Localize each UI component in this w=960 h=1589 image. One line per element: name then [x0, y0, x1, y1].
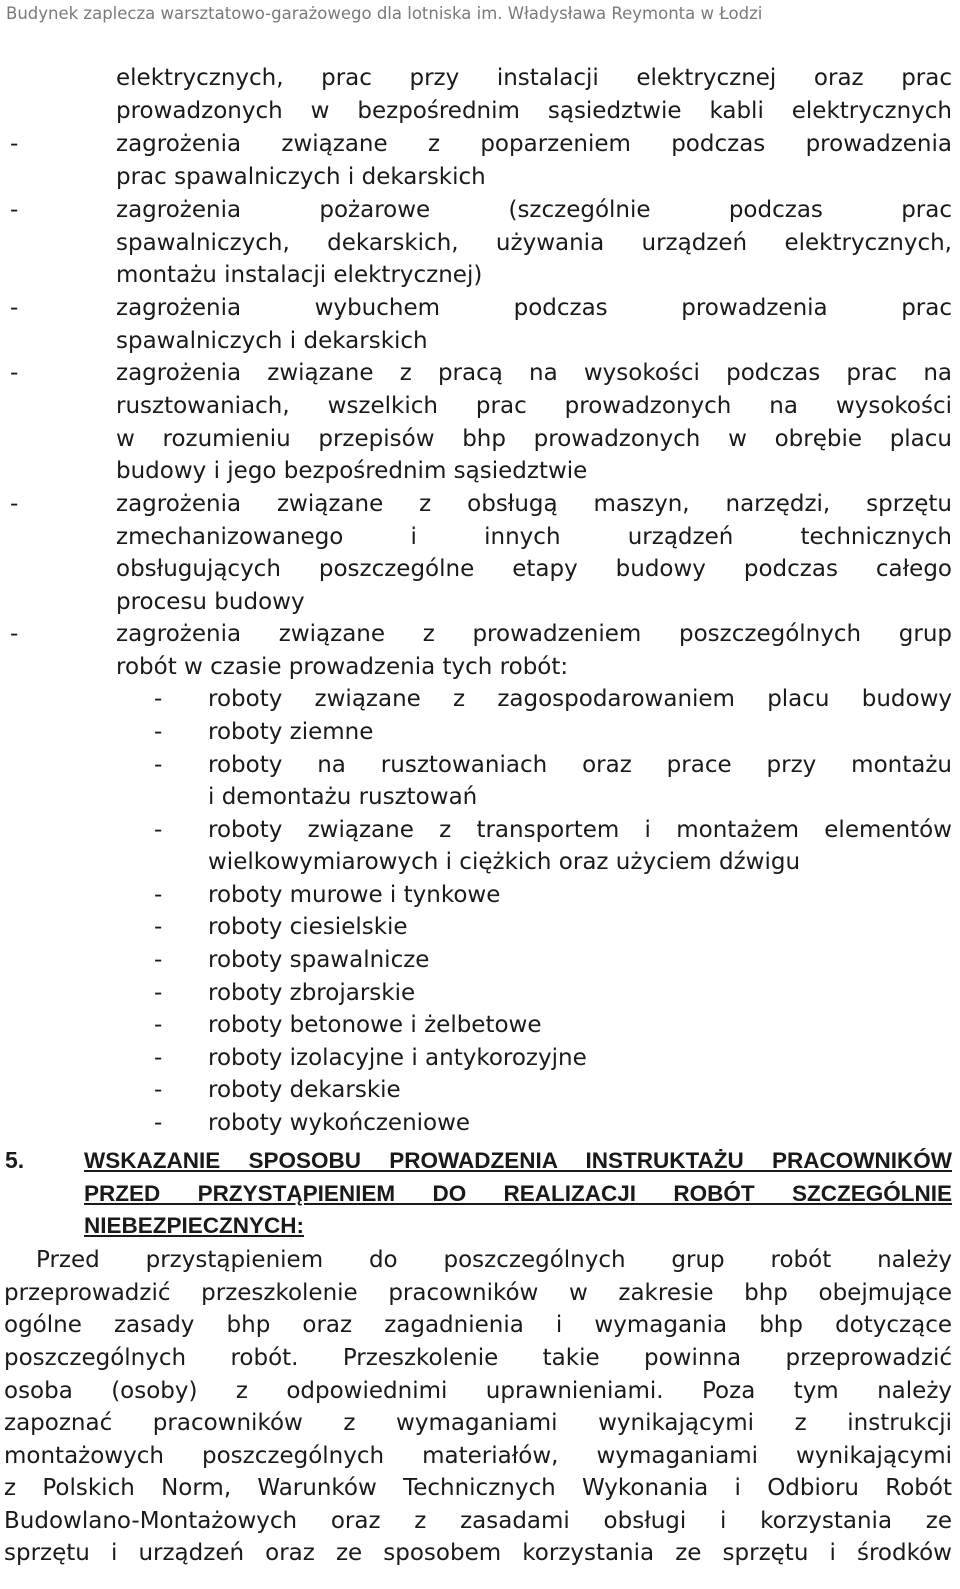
hazard-line: zagrożenia związane z obsługą maszyn, narzędzi, sprzętu [116, 491, 952, 517]
section-heading-line: PRZED PRZYSTĄPIENIEM DO REALIZACJI ROBÓT SZCZEGÓLNIE [84, 1181, 952, 1206]
work-dash: - [154, 914, 163, 940]
hazard-dash: - [10, 295, 19, 321]
hazard-dash: - [10, 621, 19, 647]
work-item: roboty zbrojarskie [208, 980, 416, 1006]
hazard-line: robót w czasie prowadzenia tych robót: [116, 654, 569, 680]
body-line: sprzętu i urządzeń oraz ze sposobem korzystania ze sprzętu i środków [4, 1540, 952, 1566]
work-item: wielkowymiarowych i ciężkich oraz użyciem dźwigu [208, 849, 801, 875]
hazard-line: elektrycznych, prac przy instalacji elektrycznej oraz prac [116, 65, 952, 91]
body-line: poszczególnych robót. Przeszkolenie takie powinna przeprowadzić [4, 1345, 952, 1371]
work-dash: - [154, 947, 163, 973]
work-dash: - [154, 1110, 163, 1136]
hazard-line: prowadzonych w bezpośrednim sąsiedztwie kabli elektrycznych [116, 98, 952, 124]
work-dash: - [154, 719, 163, 745]
hazard-line: obsługujących poszczególne etapy budowy podczas całego [116, 556, 952, 582]
work-dash: - [154, 686, 163, 712]
body-line: zapoznać pracowników z wymaganiami wynikającymi z instrukcji [4, 1410, 952, 1436]
work-dash: - [154, 1077, 163, 1103]
hazard-line: zmechanizowanego i innych urządzeń technicznych [116, 524, 952, 550]
section-heading-line: WSKAZANIE SPOSOBU PROWADZENIA INSTRUKTAŻU PRACOWNIKÓW [84, 1148, 952, 1173]
work-dash: - [154, 1012, 163, 1038]
hazard-line: spawalniczych i dekarskich [116, 328, 428, 354]
work-item: roboty murowe i tynkowe [208, 882, 501, 908]
work-dash: - [154, 1045, 163, 1071]
body-line: z Polskich Norm, Warunków Technicznych Wykonania i Odbioru Robót [4, 1475, 952, 1501]
work-item: roboty betonowe i żelbetowe [208, 1012, 542, 1038]
work-item: roboty na rusztowaniach oraz prace przy montażu [208, 752, 952, 778]
work-item: roboty dekarskie [208, 1077, 401, 1103]
body-line: osoba (osoby) z odpowiednimi uprawnieniami. Poza tym należy [4, 1378, 952, 1404]
work-dash: - [154, 882, 163, 908]
hazard-line: rusztowaniach, wszelkich prac prowadzonych na wysokości [116, 393, 952, 419]
work-item: roboty izolacyjne i antykorozyjne [208, 1045, 587, 1071]
body-line: Przed przystąpieniem do poszczególnych grup robót należy [36, 1247, 952, 1273]
hazard-line: prac spawalniczych i dekarskich [116, 164, 486, 190]
hazard-line: zagrożenia związane z pracą na wysokości podczas prac na [116, 360, 952, 386]
work-item: roboty wykończeniowe [208, 1110, 471, 1136]
body-line: montażowych poszczególnych materiałów, wymaganiami wynikającymi [4, 1443, 952, 1469]
work-item: roboty ciesielskie [208, 914, 408, 940]
hazard-dash: - [10, 360, 19, 386]
hazard-dash: - [10, 197, 19, 223]
body-line: Budowlano-Montażowych oraz z zasadami obsługi i korzystania ze [4, 1508, 952, 1534]
work-dash: - [154, 980, 163, 1006]
body-line: ogólne zasady bhp oraz zagadnienia i wymagania bhp dotyczące [4, 1312, 952, 1338]
running-header: Budynek zaplecza warsztatowo-garażowego dla lotniska im. Władysława Reymonta w Łodzi [6, 4, 763, 23]
work-item: roboty ziemne [208, 719, 374, 745]
work-dash: - [154, 817, 163, 843]
section-heading-line: NIEBEZPIECZNYCH: [84, 1213, 305, 1238]
hazard-dash: - [10, 131, 19, 157]
hazard-line: montażu instalacji elektrycznej) [116, 262, 483, 288]
body-line: przeprowadzić przeszkolenie pracowników w zakresie bhp obejmujące [4, 1280, 952, 1306]
work-item: roboty związane z transportem i montażem elementów [208, 817, 952, 843]
work-item: i demontażu rusztowań [208, 784, 478, 810]
hazard-line: zagrożenia związane z prowadzeniem poszczególnych grup [116, 621, 952, 647]
hazard-line: w rozumieniu przepisów bhp prowadzonych w obrębie placu [116, 426, 952, 452]
hazard-line: zagrożenia pożarowe (szczególnie podczas prac [116, 197, 952, 223]
hazard-line: zagrożenia związane z poparzeniem podczas prowadzenia [116, 131, 952, 157]
section-number: 5. [5, 1147, 25, 1173]
hazard-line: budowy i jego bezpośrednim sąsiedztwie [116, 458, 588, 484]
hazard-line: zagrożenia wybuchem podczas prowadzenia prac [116, 295, 952, 321]
work-item: roboty spawalnicze [208, 947, 430, 973]
hazard-line: procesu budowy [116, 589, 305, 615]
hazard-dash: - [10, 491, 19, 517]
hazard-line: spawalniczych, dekarskich, używania urządzeń elektrycznych, [116, 230, 952, 256]
work-dash: - [154, 752, 163, 778]
work-item: roboty związane z zagospodarowaniem placu budowy [208, 686, 952, 712]
